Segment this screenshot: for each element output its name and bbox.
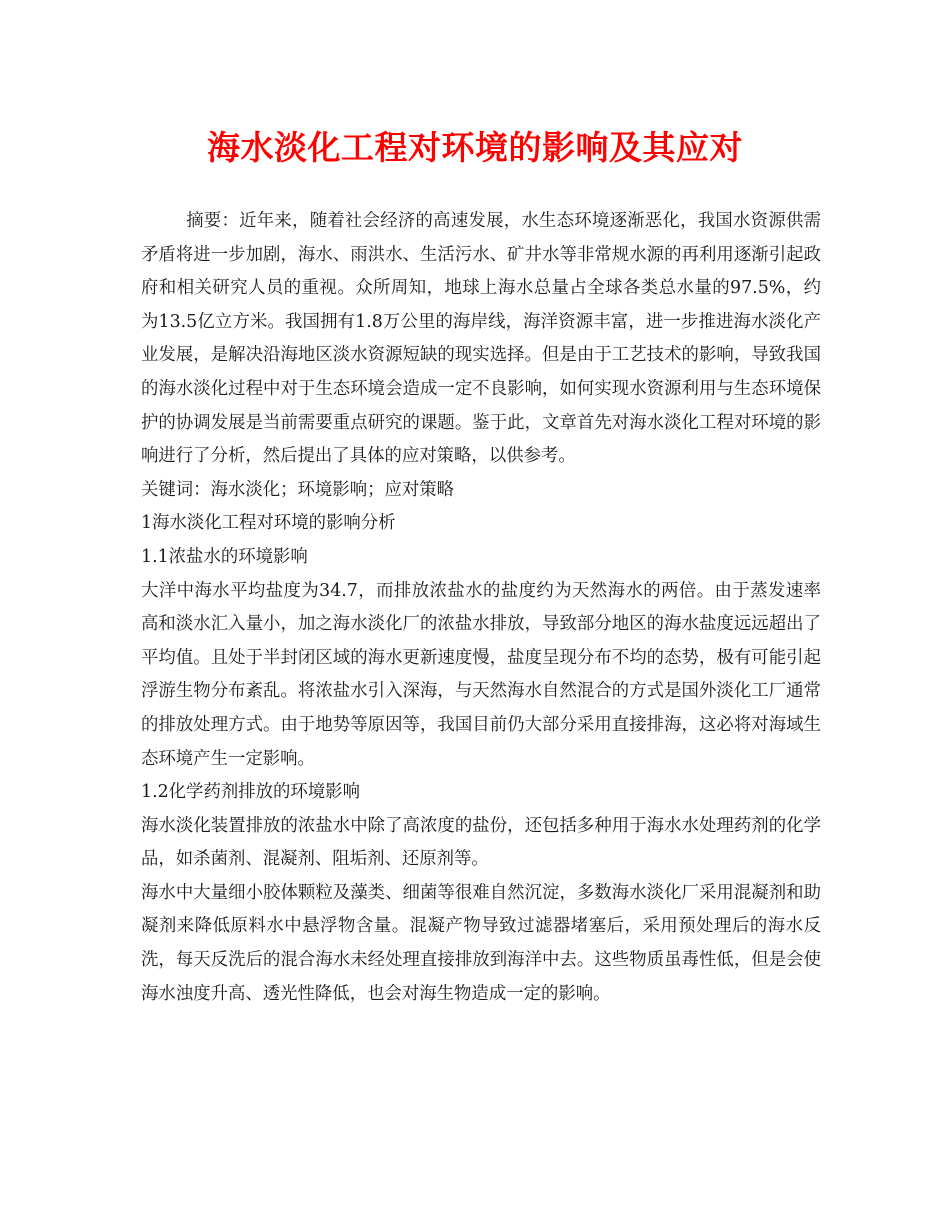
section-1-1-heading: 1.1浓盐水的环境影响 — [141, 546, 308, 567]
document-body — [141, 205, 821, 1011]
section-1-2-paragraph-b: 海水中大量细小胶体颗粒及藻类、细菌等很难自然沉淀，多数海水淡化厂采用混凝剂和助凝剂来降低原料水中悬浮物含量。混凝产物导致过滤器堵塞后，采用预处理后的海水反洗，每天反洗后的混合海水未经处理直接排放到海洋中去。这些物质虽毒性低，但是会使海水浊度升高、透光性降低，也会对海生物造成一定的影响。 — [141, 882, 821, 1004]
section-1-1-paragraph: 大洋中海水平均盐度为34.7，而排放浓盐水的盐度约为天然海水的两倍。由于蒸发速率高和淡水汇入量小，加之海水淡化厂的浓盐水排放，导致部分地区的海水盐度远远超出了平均值。且处于半封闭区域的海水更新速度慢，盐度呈现分布不均的态势，极有可能引起浮游生物分布紊乱。将浓盐水引入深海，与天然海水自然混合的方式是国外淡化工厂通常的排放处理方式。由于地势等原因等，我国目前仍大部分采用直接排海，这必将对海域生态环境产生一定影响。 — [141, 580, 821, 769]
section-1-2-paragraph-a: 海水淡化装置排放的浓盐水中除了高浓度的盐份，还包括多种用于海水水处理药剂的化学品，如杀菌剂、混凝剂、阻垢剂、还原剂等。 — [141, 815, 821, 870]
abstract-paragraph: 摘要：近年来，随着社会经济的高速发展，水生态环境逐渐恶化，我国水资源供需矛盾将进一步加剧，海水、雨洪水、生活污水、矿井水等非常规水源的再利用逐渐引起政府和相关研究人员的重视。众所周知，地球上海水总量占全球各类总水量的97.5%，约为13.5亿立方米。我国拥有1.8万公里的海岸线，海洋资源丰富，进一步推进海水淡化产业发展，是解决沿海地区淡水资源短缺的现实选择。但是由于工艺技术的影响，导致我国的海水淡化过程中对于生态环境会造成一定不良影响，如何实现水资源利用与生态环境保护的协调发展是当前需要重点研究的课题。鉴于此，文章首先对海水淡化工程对环境的影响进行了分析，然后提出了具体的应对策略，以供参考。 — [141, 211, 821, 467]
section-1-heading: 1海水淡化工程对环境的影响分析 — [141, 513, 396, 534]
document-title: 海水淡化工程对环境的影响及其应对 — [207, 128, 743, 167]
section-1-2-heading: 1.2化学药剂排放的环境影响 — [141, 782, 360, 803]
keywords-line: 关键词：海水淡化；环境影响；应对策略 — [141, 479, 455, 500]
